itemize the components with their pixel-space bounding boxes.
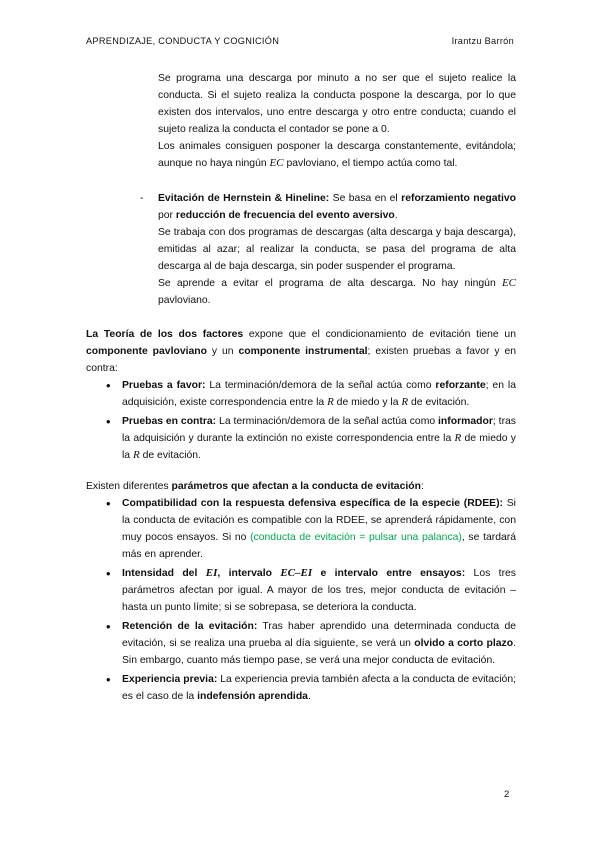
list-item: • Experiencia previa: La experiencia previa también afecta a la conducta de evitación; es el caso de la indefensión aprendida. [86,671,516,705]
dash-marker: - [140,193,144,204]
intro-paragraph-1: Se programa una descarga por minuto a no ser que el sujeto realice la conducta. Si el sujeto realiza la conducta pospone la descarga, por lo que existen dos intervalos, uno entre descarga y otro entre conducta; cuando el sujeto realiza la conducta el contador se pone a 0. [158,73,516,135]
parameters-section [86,478,516,707]
two-factors-paragraph: La Teoría de los dos factores expone que el condicionamiento de evitación tiene un componente pavloviano y un componente instrumental; existen pruebas a favor y en contra: [86,329,516,374]
header-title: APRENDIZAJE, CONDUCTA Y COGNICIÓN [86,36,280,46]
header-author: Irantzu Barrón [451,36,514,46]
list-item: • Retención de la evitación: Tras haber aprendido una determinada conducta de evitación, si se realiza una prueba al día siguiente, se verá un olvido a corto plazo. Sin embargo, cuanto más tiempo pase, se verá una mejor conducta de evitación. [86,618,516,669]
parameters-list [86,495,516,705]
intro-block [158,70,516,172]
list-item: • Pruebas a favor: La terminación/demora de la señal actúa como reforzante; en la adquisición, existe correspondencia entre la R de miedo y la R de evitación. [86,377,516,411]
parameters-intro: Existen diferentes parámetros que afectan a la conducta de evitación: [86,481,424,492]
herrnstein-paragraph-1: Se trabaja con dos programas de descargas (alta descarga y baja descarga), emitidas al azar; al realizar la conducta, se pasa del programa de alta descarga al de baja descarga, sin poder suspender el programa. [158,227,516,272]
list-item: • Compatibilidad con la respuesta defensiva específica de la especie (RDEE): Si la conducta de evitación es compatible con la RDEE, se aprenderá rápidamente, con muy pocos ensayos. Si no (conducta de evitación = pulsar una palanca), se tardará más en aprender. [86,495,516,563]
evidence-list [86,377,516,464]
herrnstein-paragraph-2: Se aprende a evitar el programa de alta descarga. No hay ningún EC pavloviano. [158,277,516,306]
page-header [86,34,514,48]
herrnstein-item [140,190,516,309]
list-item: • Intensidad del EI, intervalo EC–EI e intervalo entre ensayos: Los tres parámetros afectan por igual. A mayor de los tres, mejor conducta de evitación – hasta un punto límite; si se sobrepasa, se deteriora la conducta. [86,565,516,616]
list-item: • Pruebas en contra: La terminación/demora de la señal actúa como informador; tras la adquisición y durante la extinción no existe correspondencia entre la R de miedo y la R de evitación. [86,413,516,464]
page-number: 2 [504,789,510,800]
two-factors-section [86,326,516,466]
herrnstein-heading: Evitación de Hernstein & Hineline: Se basa en el reforzamiento negativo por reducción de frecuencia del evento aversivo. [158,193,516,221]
intro-paragraph-2: Los animales consiguen posponer la descarga constantemente, evitándola; aunque no haya ningún EC pavloviano, el tiempo actúa como tal. [158,141,516,169]
